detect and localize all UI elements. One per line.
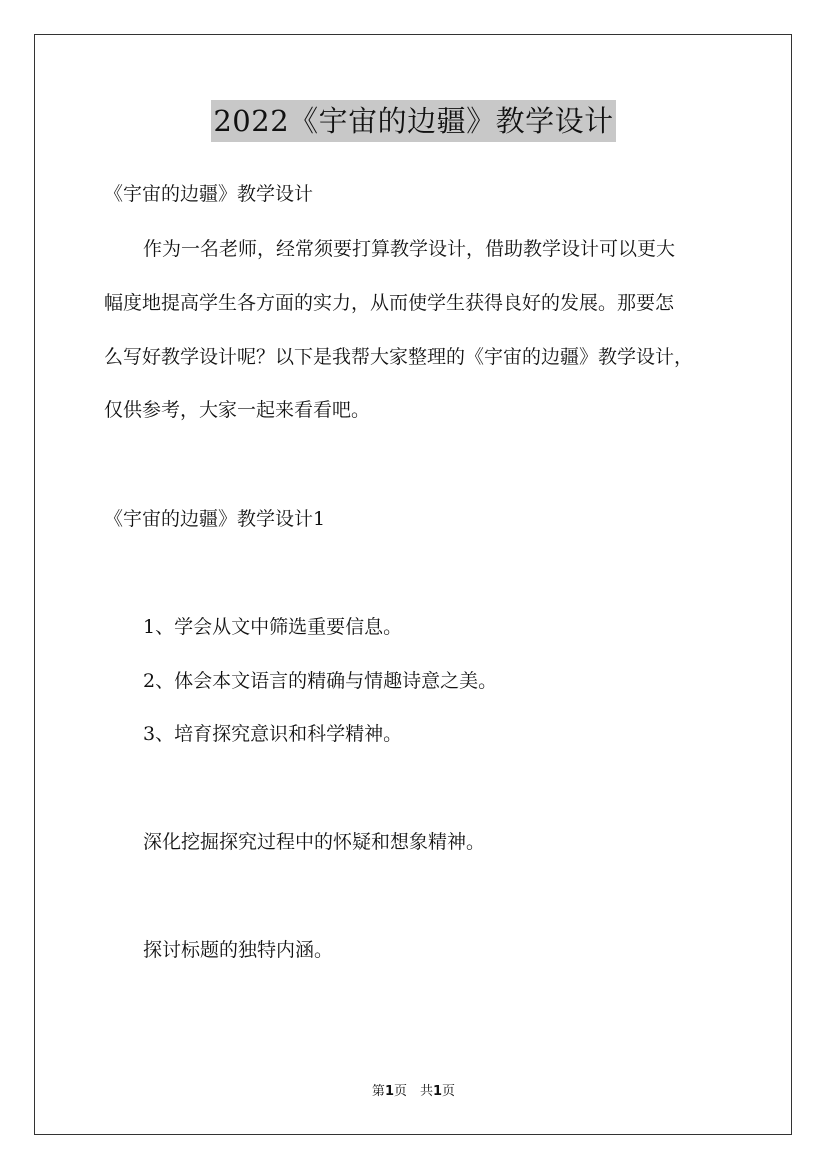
document-title: 2022《宇宙的边疆》教学设计 <box>211 100 615 142</box>
focus-text: 深化挖掘探究过程中的怀疑和想象精神。 <box>143 831 486 853</box>
goal-item-3: 3、培育探究意识和科学精神。 <box>143 723 403 745</box>
section-heading: 《宇宙的边疆》教学设计1 <box>104 508 326 530</box>
intro-line-4: 仅供参考，大家一起来看看吧。 <box>104 399 371 421</box>
goal-item-1: 1、学会从文中筛选重要信息。 <box>143 616 403 638</box>
footer-page-total: 1 <box>433 1084 443 1099</box>
intro-line-2: 幅度地提高学生各方面的实力，从而使学生获得良好的发展。那要怎 <box>104 292 675 314</box>
footer-mid: 页 共 <box>393 1084 433 1099</box>
difficulty-text: 探讨标题的独特内涵。 <box>143 939 334 961</box>
footer-suffix: 页 <box>442 1084 456 1099</box>
title-container <box>0 100 827 142</box>
document-subtitle: 《宇宙的边疆》教学设计 <box>104 183 314 205</box>
footer-prefix: 第 <box>371 1084 385 1099</box>
footer-page-current: 1 <box>384 1084 394 1099</box>
page-footer <box>0 1083 827 1101</box>
intro-line-1: 作为一名老师，经常须要打算教学设计，借助教学设计可以更大 <box>143 238 676 260</box>
intro-line-3: 么写好教学设计呢？以下是我帮大家整理的《宇宙的边疆》教学设计， <box>104 346 694 368</box>
goal-item-2: 2、体会本文语言的精确与情趣诗意之美。 <box>143 670 498 692</box>
